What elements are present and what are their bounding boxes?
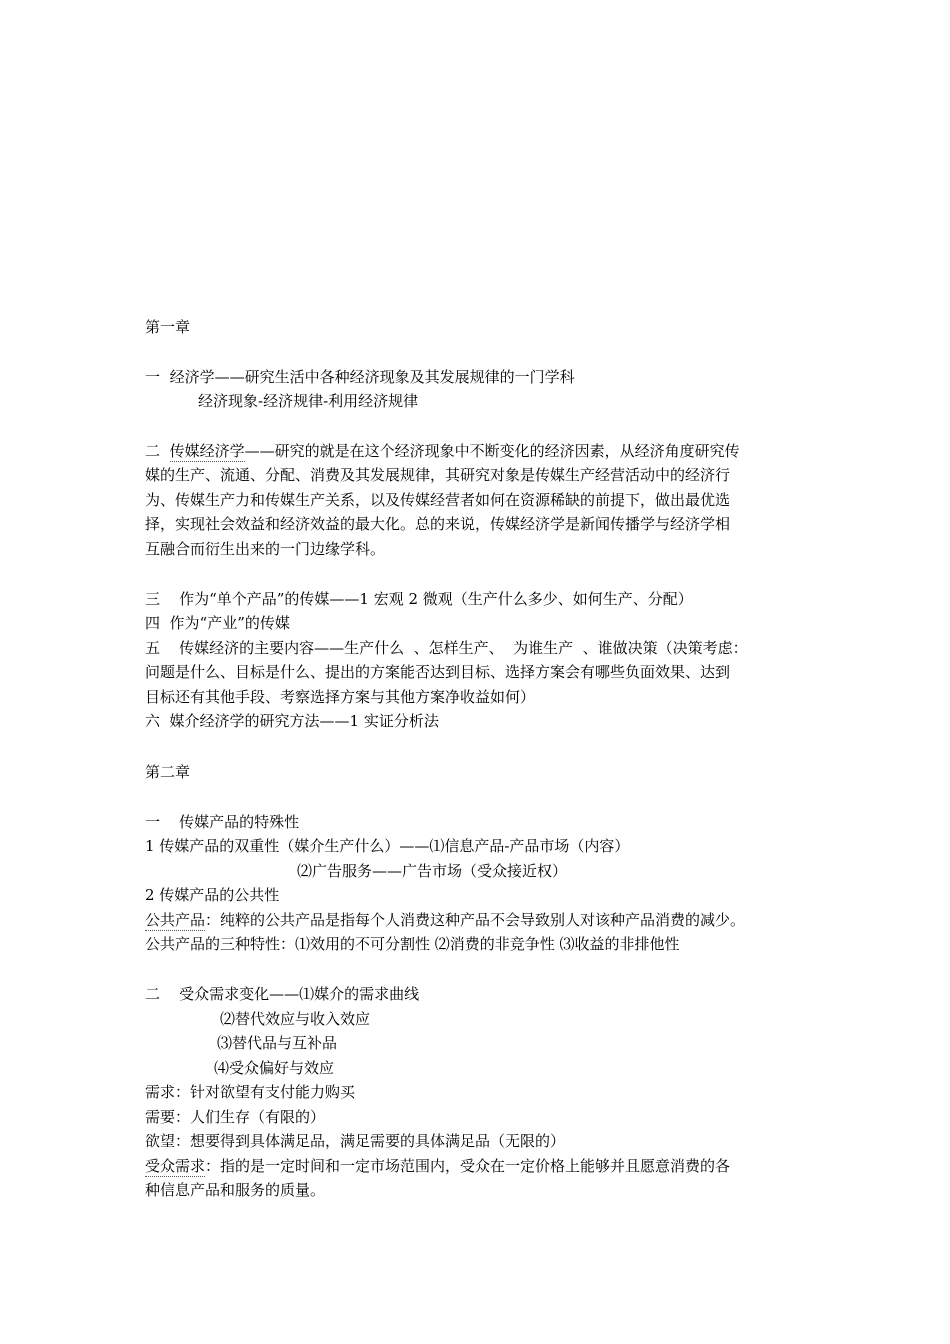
ch1-section-6: 六 媒介经济学的研究方法——1 实证分析法 — [145, 712, 439, 730]
ch2-section-1-point-2: 2 传媒产品的公共性 — [145, 886, 280, 904]
ch2-definition-audience-demand — [145, 1156, 815, 1176]
ch2-definition-need: 需要：人们生存（有限的） — [145, 1108, 326, 1126]
ch2-definition-demand: 需求：针对欲望有支付能力购买 — [145, 1083, 356, 1101]
ch2-public-goods-traits: 公共产品的三种特性：⑴效用的不可分割性 ⑵消费的非竞争性 ⑶收益的非排他性 — [145, 935, 680, 953]
ch1-section-5-line-3: 目标还有其他手段、考察选择方案与其他方案净收益如何） — [145, 688, 536, 706]
ch1-section-1-sub: 经济现象-经济规律-利用经济规律 — [198, 392, 419, 410]
section-number: 一 — [145, 368, 161, 386]
chapter-2-title: 第二章 — [145, 763, 191, 781]
ch1-section-3: 三 作为“单个产品”的传媒——1 宏观 2 微观（生产什么多少、如何生产、分配） — [145, 590, 693, 608]
term-audience-demand: 受众需求 — [145, 1157, 206, 1175]
definition-text: ：指的是一定时间和一定市场范围内，受众在一定价格上能够并且愿意消费的各 — [205, 1157, 731, 1175]
ch1-section-2-line-2: 媒的生产、流通、分配、消费及其发展规律，其研究对象是传媒生产经营活动中的经济行 — [145, 466, 731, 484]
ch1-section-5-line-2: 问题是什么、目标是什么、提出的方案能否达到目标、选择方案会有哪些负面效果、达到 — [145, 663, 731, 681]
ch2-public-goods-definition — [145, 910, 815, 930]
ch2-section-1-head: 一 传媒产品的特殊性 — [145, 813, 300, 831]
ch2-section-1-point-1: 1 传媒产品的双重性（媒介生产什么）——⑴信息产品-产品市场（内容） — [145, 837, 630, 855]
ch1-section-4: 四 作为“产业”的传媒 — [145, 614, 290, 632]
definition-text: ：纯粹的公共产品是指每个人消费这种产品不会导致别人对该种产品消费的减少。 — [205, 911, 746, 929]
section-number: 二 — [145, 442, 161, 460]
ch2-definition-audience-demand-line-2: 种信息产品和服务的质量。 — [145, 1181, 326, 1199]
ch1-section-2-line-1 — [145, 441, 815, 461]
ch2-section-2-head: 二 受众需求变化——⑴媒介的需求曲线 — [145, 985, 420, 1003]
ch2-section-2-item-3: ⑶替代品与互补品 — [217, 1034, 338, 1052]
ch1-section-2-line-5: 互融合而衍生出来的一门边缘学科。 — [145, 540, 386, 558]
section-text: 经济学——研究生活中各种经济现象及其发展规律的一门学科 — [169, 368, 575, 386]
ch1-section-1 — [145, 367, 815, 387]
ch1-section-2-line-4: 择，实现社会效益和经济效益的最大化。总的来说，传媒经济学是新闻传播学与经济学相 — [145, 515, 731, 533]
ch1-section-5-line-1: 五 传媒经济的主要内容——生产什么 、怎样生产、 为谁生产 、谁做决策（决策考虑： — [145, 639, 748, 657]
ch2-definition-desire: 欲望：想要得到具体满足品，满足需要的具体满足品（无限的） — [145, 1132, 566, 1150]
chapter-1-title: 第一章 — [145, 318, 191, 336]
definition-text: ——研究的就是在这个经济现象中不断变化的经济因素，从经济角度研究传 — [244, 442, 740, 460]
term-public-goods: 公共产品 — [145, 911, 206, 929]
ch2-section-1-point-1b: ⑵广告服务——广告市场（受众接近权） — [297, 862, 568, 880]
ch2-section-2-item-2: ⑵替代效应与收入效应 — [220, 1010, 371, 1028]
term-media-economics: 传媒经济学 — [169, 442, 245, 460]
ch1-section-2-line-3: 为、传媒生产力和传媒生产关系，以及传媒经营者如何在资源稀缺的前提下，做出最优选 — [145, 491, 731, 509]
ch2-section-2-item-4: ⑷受众偏好与效应 — [214, 1059, 335, 1077]
